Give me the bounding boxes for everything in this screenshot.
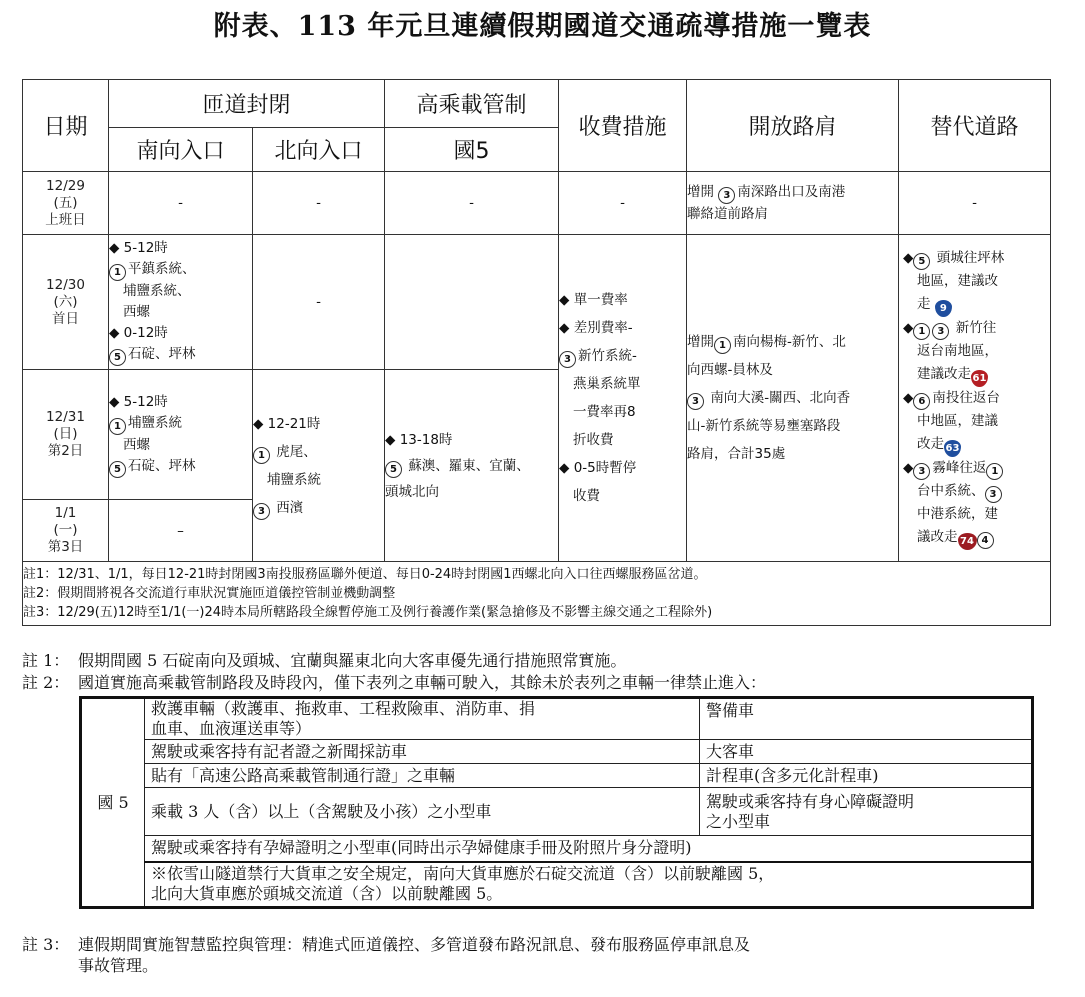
alternate-cell: -	[899, 172, 1051, 235]
expressway-74-icon: 74	[958, 533, 977, 550]
date-cell: 12/29 (五) 上班日	[23, 172, 109, 235]
south-entry-cell: -	[109, 172, 253, 235]
footnote-3: 註 3： 連假期間實施智慧監控與管理：精進式匝道儀控、多管道發布路況訊息、發布服務區停車訊息及 事故管理。	[22, 935, 751, 975]
traffic-measures-table	[22, 79, 1051, 626]
hov-vehicle-item: 乘載 3 人（含）以上（含駕駛及小孩）之小型車	[145, 788, 700, 836]
freeway-1-icon: 1	[986, 463, 1003, 480]
hov-vehicle-item: 駕駛或乘客持有身心障礙證明 之小型車	[700, 788, 1033, 836]
hov-allowed-vehicles-table	[79, 696, 1034, 909]
hov-vehicle-item: 大客車	[700, 740, 1033, 764]
freeway-3-icon: 3	[913, 463, 930, 480]
header-toll: 收費措施	[559, 80, 687, 172]
freeway-3-icon: 3	[985, 486, 1002, 503]
freeway-3-icon: 3	[932, 323, 949, 340]
header-ramp-closure: 匝道封閉	[109, 80, 385, 128]
hov-cell: -	[385, 172, 559, 235]
header-south-entry: 南向入口	[109, 128, 253, 172]
freeway-5-icon: 5	[913, 253, 930, 270]
hov-cell: ◆ 13-18時 5 蘇澳、羅東、宜蘭、 頭城北向	[385, 370, 559, 562]
hov-route-label: 國 5	[81, 698, 145, 908]
date-cell: 12/30 (六) 首日	[23, 235, 109, 370]
date-cell: 1/1 (一) 第3日	[23, 500, 109, 562]
freeway-3-icon: 3	[718, 187, 735, 204]
hov-vehicle-item: 貼有「高速公路高乘載管制通行證」之車輛	[145, 764, 700, 788]
expressway-61-icon: 61	[971, 370, 988, 387]
footnote-2: 註 2： 國道實施高乘載管制路段及時段內，僅下表列之車輛可駛入，其餘未於表列之車輛一律禁止進入：	[22, 673, 767, 692]
footnote-1: 註 1： 假期間國 5 石碇南向及頭城、宜蘭與羅東北向大客車優先通行措施照常實施。	[22, 651, 627, 670]
truck-restriction-note: ※依雪山隧道禁行大貨車之安全規定，南向大貨車應於石碇交流道（含）以前駛離國 5， 北向大貨車應於頭城交流道（含）以前駛離國 5。	[145, 862, 1033, 908]
alternate-roads-cell: ◆ 5 頭城往坪林 地區，建議改 走 9 ◆ 1 3 新竹往 返台南地區， 建議改走 61 ◆ 6 南投往返台 中地區，建議 改走 63 ◆ 3 霧峰往返 1 台中系統、 3 中港系統，建 議改走 74 4	[899, 235, 1051, 562]
shoulder-cell: 增開 3 南深路出口及南港 聯絡道前路肩	[687, 172, 899, 235]
shoulder-opening-cell: 增開 1 南向楊梅-新竹、北 向西螺-員林及 3 南向大溪-關西、北向香 山-新竹系統等易壅塞路段 路肩，合計35處	[687, 235, 899, 562]
header-north-entry: 北向入口	[253, 128, 385, 172]
date-cell: 12/31 (日) 第2日	[23, 370, 109, 500]
header-date: 日期	[23, 80, 109, 172]
header-hov-route: 國5	[385, 128, 559, 172]
freeway-4-icon: 4	[977, 532, 994, 549]
hov-vehicle-item: 駕駛或乘客持有記者證之新聞採訪車	[145, 740, 700, 764]
document-title: 附表、113 年元旦連續假期國道交通疏導措施一覽表	[213, 11, 872, 42]
south-entry-cell: ◆ 5-12時 1 埔鹽系統 西螺 5 石碇、坪林	[109, 370, 253, 500]
freeway-3-icon: 3	[253, 503, 270, 520]
freeway-3-icon: 3	[559, 351, 576, 368]
freeway-1-icon: 1	[714, 337, 731, 354]
north-entry-cell: -	[253, 172, 385, 235]
table-notes: 註1：12/31、1/1，每日12-21時封閉國3南投服務區聯外便道、每日0-24時封閉國1西螺北向入口往西螺服務區岔道。 註2：假期間將視各交流道行車狀況實施匝道儀控管制並機動調整 註3：12/29(五)12時至1/1(一)24時本局所轄路段全線暫停施工及例行養護作業(緊急搶修及不影響主線交通之工程除外)	[23, 562, 1051, 626]
north-entry-cell: ◆ 12-21時 1 虎尾、 埔鹽系統 3 西濱	[253, 370, 385, 562]
hov-vehicle-item: 警備車	[700, 698, 1033, 740]
expressway-63-icon: 63	[944, 440, 961, 457]
freeway-1-icon: 1	[109, 264, 126, 281]
header-hov: 高乘載管制	[385, 80, 559, 128]
freeway-3-icon: 3	[687, 393, 704, 410]
hov-vehicle-item: 計程車(含多元化計程車)	[700, 764, 1033, 788]
north-entry-cell: -	[253, 235, 385, 370]
freeway-5-icon: 5	[385, 461, 402, 478]
freeway-5-icon: 5	[109, 349, 126, 366]
header-shoulder: 開放路肩	[687, 80, 899, 172]
provincial-highway-9-icon: 9	[935, 300, 952, 317]
hov-vehicle-item: 救護車輛（救護車、拖救車、工程救險車、消防車、捐 血車、血液運送車等）	[145, 698, 700, 740]
freeway-1-icon: 1	[253, 447, 270, 464]
freeway-1-icon: 1	[913, 323, 930, 340]
hov-vehicle-item: 駕駛或乘客持有孕婦證明之小型車(同時出示孕婦健康手冊及附照片身分證明)	[145, 836, 1033, 862]
south-entry-cell: –	[109, 500, 253, 562]
toll-cell: -	[559, 172, 687, 235]
south-entry-cell: ◆ 5-12時 1 平鎮系統、 埔鹽系統、 西螺 ◆ 0-12時 5 石碇、坪林	[109, 235, 253, 370]
toll-measures-cell: ◆ 單一費率 ◆ 差別費率- 3 新竹系統- 燕巢系統單 一費率再8 折收費 ◆ 0-5時暫停 收費	[559, 235, 687, 562]
freeway-1-icon: 1	[109, 418, 126, 435]
freeway-5-icon: 5	[109, 461, 126, 478]
header-alternate: 替代道路	[899, 80, 1051, 172]
freeway-6-icon: 6	[913, 393, 930, 410]
hov-cell	[385, 235, 559, 370]
